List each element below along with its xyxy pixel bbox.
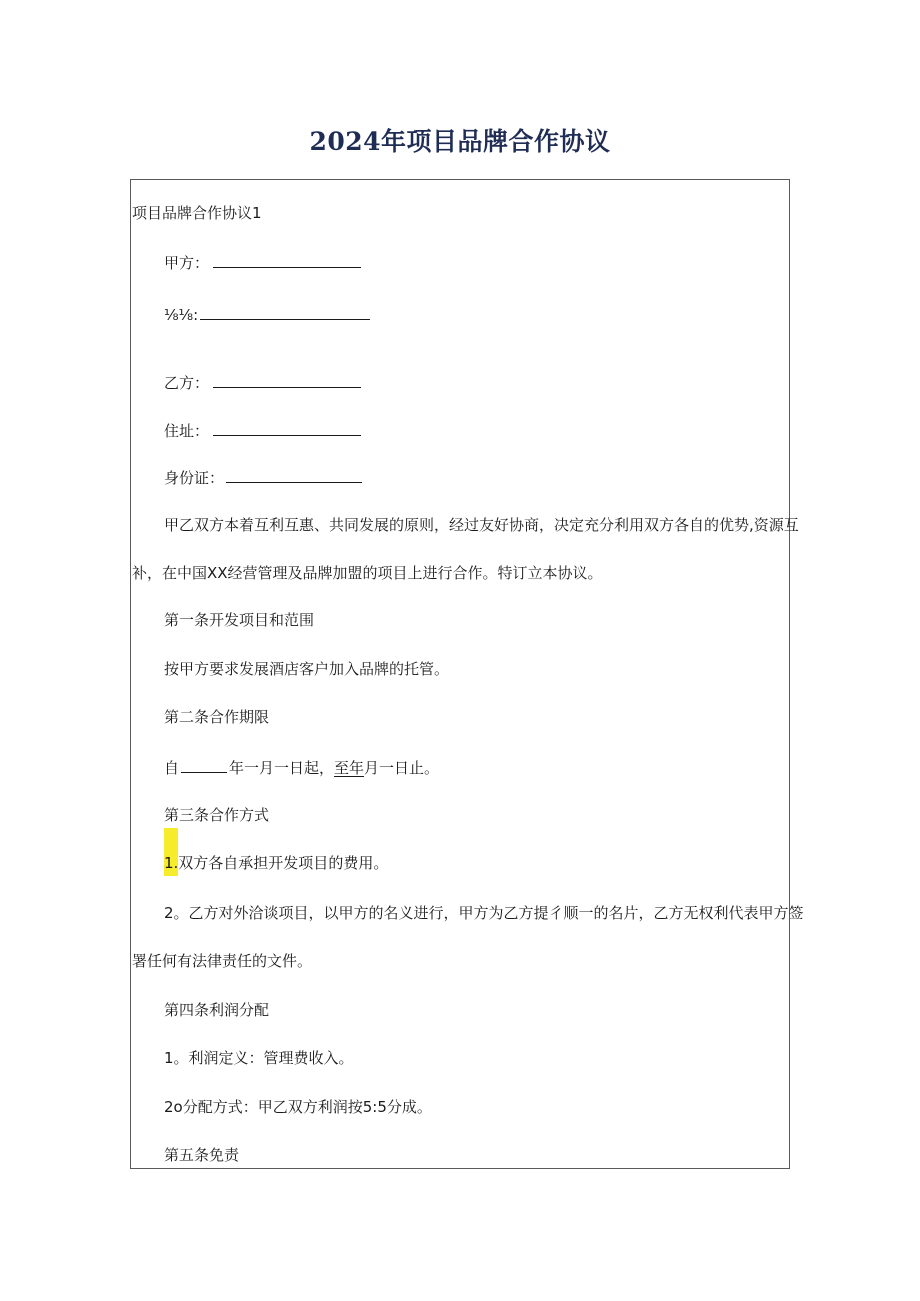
article-5-heading: 第五条免责: [164, 1146, 240, 1164]
address-blank: [213, 420, 361, 436]
garbled-field: [164, 304, 370, 325]
id-field: [164, 467, 362, 488]
article-3-heading: 第三条合作方式: [164, 806, 270, 824]
party-a-blank: [213, 252, 361, 268]
party-a-label: 甲方：: [164, 254, 210, 272]
term-from: 自: [164, 759, 180, 777]
id-label: 身份证：: [164, 469, 225, 487]
document-title: 2024年项目品牌合作协议: [309, 127, 611, 156]
id-blank: [226, 467, 362, 483]
article-1-body: 按甲方要求发展酒店客户加入品牌的托管。: [164, 660, 450, 678]
article-1-heading: 第一条开发项目和范围: [164, 611, 315, 629]
term-mid: 年一月一日起，: [229, 759, 335, 777]
address-field: [164, 420, 361, 441]
article-3-item-2-line-2: 署任何有法律责任的文件。: [132, 952, 313, 970]
party-a-field: [164, 252, 361, 273]
address-label: 住址：: [164, 422, 210, 440]
term-year-blank: [181, 757, 227, 773]
article-3-item-1: 1.双方各自承担开发项目的费用。: [164, 854, 389, 872]
garbled-blank: [200, 304, 370, 320]
term-to: 至年: [334, 759, 365, 777]
party-b-label: 乙方：: [164, 374, 210, 392]
article-4-heading: 第四条利润分配: [164, 1001, 270, 1019]
intro-line-2: 补，在中国XX经营管理及品牌加盟的项目上进行合作。特订立本协议。: [132, 564, 603, 582]
article-4-item-1: 1。利润定义：管理费收入。: [164, 1049, 354, 1067]
intro-line-1: 甲乙双方本着互利互惠、共同发展的原则，经过友好协商，决定充分利用双方各自的优势,资源互: [164, 516, 799, 534]
article-4-item-2: 2o分配方式：甲乙双方利润按5:5分成。: [164, 1098, 432, 1116]
term-end: 月一日止。: [364, 759, 440, 777]
party-b-blank: [213, 372, 361, 388]
garbled-label: ⅛⅛:: [164, 306, 199, 324]
party-b-field: [164, 372, 361, 393]
section-heading: 项目品牌合作协议1: [132, 204, 262, 222]
article-2-term: [164, 757, 439, 778]
article-2-heading: 第二条合作期限: [164, 708, 270, 726]
article-3-item-2-line-1: 2。乙方对外洽谈项目，以甲方的名义进行，甲方为乙方提彳顺一的名片，乙方无权利代表甲方签: [164, 904, 804, 922]
